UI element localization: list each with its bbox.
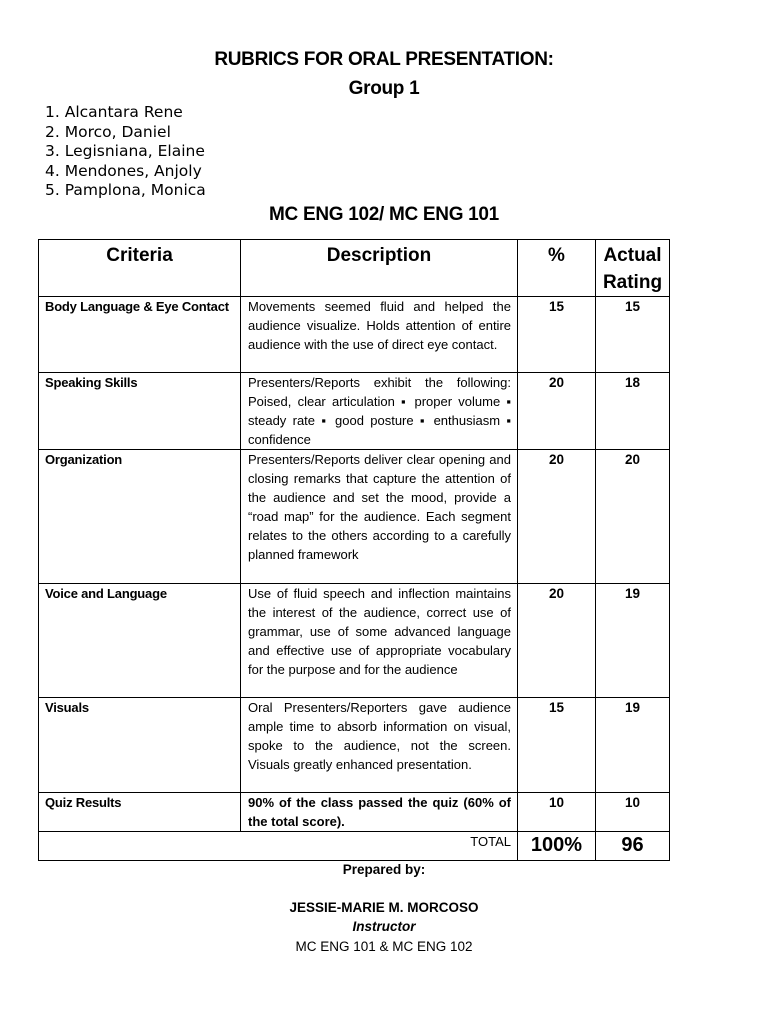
percent-cell: 15 [518,698,596,793]
description-cell: Presenters/Reports deliver clear opening and closing remarks that capture the attention of the audience and set the mood, provide a “road map” for the audience. Each segment relates to the others according to a carefully planned framework [241,450,518,584]
document-title: RUBRICS FOR ORAL PRESENTATION: [214,49,554,70]
table-row [39,450,670,584]
member-item: 5. Pamplona, Monica [45,181,206,199]
rating-cell: 10 [596,793,670,832]
criteria-cell: Body Language & Eye Contact [39,297,241,373]
description-cell: Movements seemed fluid and helped the audience visualize. Holds attention of entire audience with the use of direct eye contact. [241,297,518,373]
table-row [39,584,670,698]
total-row [39,832,670,861]
rating-cell: 19 [596,584,670,698]
percent-cell: 10 [518,793,596,832]
course-title: MC ENG 102/ MC ENG 101 [269,204,499,225]
header-criteria: Criteria [39,240,241,297]
description-cell: Use of fluid speech and inflection maintains the interest of the audience, correct use of grammar, use of some advanced language and effective use of appropriate vocabulary for the purpose and for the audience [241,584,518,698]
percent-cell: 20 [518,373,596,450]
total-percent: 100% [518,832,596,861]
criteria-cell: Voice and Language [39,584,241,698]
header-actual-rating: Actual Rating [596,240,670,297]
instructor-courses: MC ENG 101 & MC ENG 102 [295,939,473,954]
percent-cell: 20 [518,584,596,698]
description-cell: 90% of the class passed the quiz (60% of the total score). [241,793,518,832]
criteria-cell: Speaking Skills [39,373,241,450]
member-item: 2. Morco, Daniel [45,122,171,141]
rating-cell: 18 [596,373,670,450]
group-title: Group 1 [348,78,420,99]
instructor-name: JESSIE-MARIE M. MORCOSO [289,900,479,915]
member-item: 1. Alcantara Rene [45,103,183,121]
table-row [39,373,670,450]
member-item: 4. Mendones, Anjoly [45,161,202,180]
rubric-table [38,239,670,861]
member-item: 3. Legisniana, Elaine [45,142,205,160]
prepared-by-label: Prepared by: [342,862,426,877]
rating-cell: 19 [596,698,670,793]
table-row [39,793,670,832]
criteria-cell: Quiz Results [39,793,241,832]
total-rating: 96 [596,832,670,861]
instructor-role: Instructor [352,919,416,934]
table-row [39,297,670,373]
total-label: TOTAL [39,832,518,861]
table-row [39,698,670,793]
member-list [45,103,206,201]
description-cell: Oral Presenters/Reporters gave audience ample time to absorb information on visual, spoke to the audience, not the screen. Visuals greatly enhanced presentation. [241,698,518,793]
percent-cell: 20 [518,450,596,584]
header-description: Description [241,240,518,297]
description-cell: Presenters/Reports exhibit the following: Poised, clear articulation ▪ proper volume ▪ steady rate ▪ good posture ▪ enthusiasm ▪ confidence [241,373,518,450]
rating-cell: 20 [596,450,670,584]
rating-cell: 15 [596,297,670,373]
criteria-cell: Visuals [39,698,241,793]
header-percent: % [518,240,596,297]
percent-cell: 15 [518,297,596,373]
table-header-row [39,240,670,297]
criteria-cell: Organization [39,450,241,584]
